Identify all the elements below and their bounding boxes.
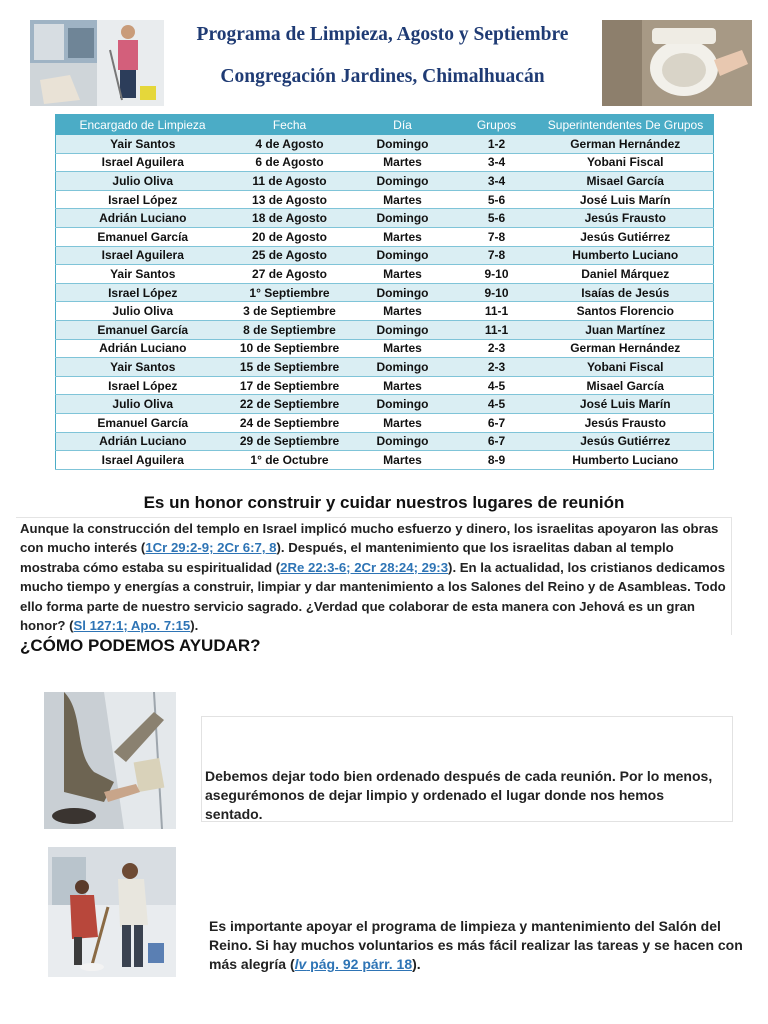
table-cell: Domingo [350,172,456,191]
section-title: Es un honor construir y cuidar nuestros lugares de reunión [143,493,625,512]
table-cell: 13 de Agosto [230,190,350,209]
table-cell: 22 de Septiembre [230,395,350,414]
table-cell: Domingo [350,246,456,265]
table-cell: 7-8 [456,246,538,265]
how-can-we-help-heading: ¿CÓMO PODEMOS AYUDAR? [20,636,261,655]
table-cell: 17 de Septiembre [230,376,350,395]
reference-link-lv[interactable] [295,956,413,972]
table-cell: Jesús Gutiérrez [538,432,714,451]
table-cell: Domingo [350,209,456,228]
scripture-link-psalms[interactable]: Sl 127:1; Apo. 7:15 [73,618,191,634]
table-cell: Martes [350,451,456,470]
table-cell: 5-6 [456,190,538,209]
illustration-picking-up-paper [44,692,176,829]
table-cell: Jesús Frausto [538,413,714,432]
table-row [56,302,714,321]
table-row [56,190,714,209]
table-row [56,413,714,432]
table-cell: 3-4 [456,153,538,172]
table-cell: Emanuel García [56,320,230,339]
table-cell: Adrián Luciano [56,339,230,358]
table-cell: 27 de Agosto [230,265,350,284]
table-row [56,376,714,395]
table-cell: 4 de Agosto [230,135,350,154]
table-cell: 1° de Octubre [230,451,350,470]
cleaning-schedule-table [55,114,714,470]
table-row [56,339,714,358]
table-cell: 7-8 [456,227,538,246]
table-cell: 2-3 [456,358,538,377]
column-header-grupos: Grupos [456,115,538,135]
table-cell: 8-9 [456,451,538,470]
table-cell: 15 de Septiembre [230,358,350,377]
reference-link-lv-page: pág. 92 párr. 18 [306,956,413,972]
table-cell: Humberto Luciano [538,246,714,265]
table-cell: 25 de Agosto [230,246,350,265]
table-cell: Martes [350,190,456,209]
table-cell: José Luis Marín [538,395,714,414]
scripture-link-kings[interactable]: 2Re 22:3-6; 2Cr 28:24; 29:3 [280,559,449,575]
table-cell: Israel Aguilera [56,153,230,172]
table-cell: Juan Martínez [538,320,714,339]
help-note-support-program [209,917,749,974]
paragraph-text: ). Después, el mantenimiento que los israelitas daban al templo mostraba cómo estaba su espiritualidad ( [20,540,674,575]
table-cell: 4-5 [456,376,538,395]
table-cell: 6-7 [456,413,538,432]
table-cell: Yair Santos [56,358,230,377]
table-cell: 11-1 [456,320,538,339]
table-cell: Adrián Luciano [56,209,230,228]
table-row [56,246,714,265]
paragraph-text: ). [190,618,199,634]
table-row [56,227,714,246]
table-cell: 18 de Agosto [230,209,350,228]
table-cell: Martes [350,339,456,358]
table-cell: 29 de Septiembre [230,432,350,451]
table-cell: Santos Florencio [538,302,714,321]
table-cell: 11-1 [456,302,538,321]
table-cell: Julio Oliva [56,395,230,414]
table-cell: Yair Santos [56,135,230,154]
table-row [56,265,714,284]
table-cell: Emanuel García [56,227,230,246]
table-row [56,172,714,191]
table-cell: Domingo [350,320,456,339]
column-header-encargado: Encargado de Limpieza [56,115,230,135]
note-text: ). [412,956,421,972]
reference-link-lv-italic: lv [294,956,307,972]
table-cell: 11 de Agosto [230,172,350,191]
table-cell: Israel Aguilera [56,451,230,470]
table-cell: Israel López [56,283,230,302]
table-row [56,283,714,302]
paragraph-text: Aunque la construcción del templo en Israel implicó mucho esfuerzo y dinero, los israelitas apoyaron las obras con mucho interés ( [20,521,719,556]
table-cell: Daniel Márquez [538,265,714,284]
table-cell: Julio Oliva [56,172,230,191]
table-cell: 8 de Septiembre [230,320,350,339]
paragraph-text: ). En la actualidad, los cristianos dedicamos mucho tiempo y energías a construir, limpiar y dar mantenimiento a los Salones del Reino y de Asambleas. Todo ello forma parte de nuestro servicio sagrado. ¿Verdad que colaborar de esta manera con Jehová es un gran honor? ( [20,559,726,634]
table-cell: 24 de Septiembre [230,413,350,432]
header-photo-cleaning-collage [30,20,164,106]
table-cell: Adrián Luciano [56,432,230,451]
page-title-line1: Programa de Limpieza, Agosto y Septiembre [196,24,569,45]
table-cell: 4-5 [456,395,538,414]
help-note-keep-orderly: Debemos dejar todo bien ordenado después de cada reunión. Por lo menos, asegurémonos de dejar limpio y ordenado el lugar donde nos hemos sentado. [205,768,713,822]
table-header-row [56,115,714,135]
table-cell: 1-2 [456,135,538,154]
table-cell: Domingo [350,432,456,451]
table-cell: Emanuel García [56,413,230,432]
table-row [56,451,714,470]
table-row [56,209,714,228]
table-cell: José Luis Marín [538,190,714,209]
table-cell: Domingo [350,395,456,414]
table-cell: Israel Aguilera [56,246,230,265]
table-cell: Martes [350,153,456,172]
table-row [56,135,714,154]
table-cell: Israel López [56,376,230,395]
table-cell: Yair Santos [56,265,230,284]
table-row [56,153,714,172]
table-cell: Martes [350,227,456,246]
table-cell: Jesús Frausto [538,209,714,228]
column-header-superintendentes: Superintendentes De Grupos [538,115,714,135]
table-cell: Misael García [538,376,714,395]
table-cell: Humberto Luciano [538,451,714,470]
table-cell: 9-10 [456,265,538,284]
header-photo-toilet-cleaning [602,20,752,106]
table-cell: Yobani Fiscal [538,153,714,172]
table-cell: 20 de Agosto [230,227,350,246]
table-cell: Jesús Gutiérrez [538,227,714,246]
table-cell: Domingo [350,283,456,302]
table-cell: Isaías de Jesús [538,283,714,302]
table-cell: Israel López [56,190,230,209]
table-cell: 6-7 [456,432,538,451]
table-row [56,432,714,451]
table-cell: 6 de Agosto [230,153,350,172]
table-cell: Martes [350,376,456,395]
table-cell: German Hernández [538,339,714,358]
table-row [56,320,714,339]
table-cell: 3-4 [456,172,538,191]
table-cell: Julio Oliva [56,302,230,321]
column-header-dia: Día [350,115,456,135]
scripture-link-chronicles[interactable]: 1Cr 29:2-9; 2Cr 6:7, 8 [145,540,277,556]
table-cell: Martes [350,413,456,432]
table-cell: German Hernández [538,135,714,154]
table-row [56,395,714,414]
table-cell: Martes [350,302,456,321]
table-cell: Domingo [350,135,456,154]
table-cell: 3 de Septiembre [230,302,350,321]
column-header-fecha: Fecha [230,115,350,135]
note-text: Es importante apoyar el programa de limpieza y mantenimiento del Salón del Reino. Si hay muchos voluntarios es más fácil realizar las tareas y se hacen con más alegría ( [209,918,743,972]
table-cell: Domingo [350,358,456,377]
table-cell: 1° Septiembre [230,283,350,302]
table-cell: 10 de Septiembre [230,339,350,358]
intro-paragraph [16,517,732,635]
page-title-line2: Congregación Jardines, Chimalhuacán [220,66,545,87]
table-cell: 2-3 [456,339,538,358]
table-cell: 5-6 [456,209,538,228]
table-cell: Martes [350,265,456,284]
table-cell: Yobani Fiscal [538,358,714,377]
table-cell: 9-10 [456,283,538,302]
table-row [56,358,714,377]
illustration-mopping-floor [48,847,176,977]
table-cell: Misael García [538,172,714,191]
